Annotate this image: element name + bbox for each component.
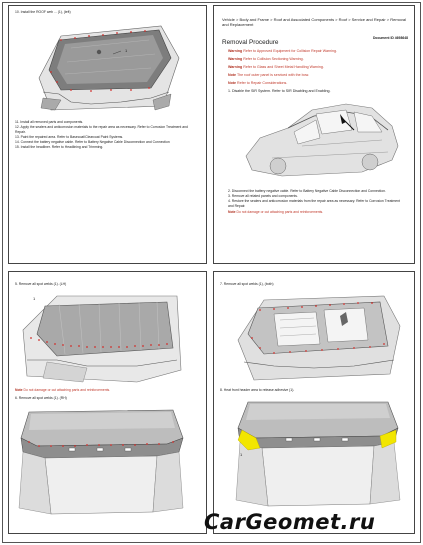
svg-text:1: 1 <box>240 452 243 457</box>
note-label: Note <box>15 388 23 392</box>
page1-steps <box>15 120 188 150</box>
manual-page-3 <box>8 271 207 534</box>
page-title: Removal Procedure <box>222 39 279 46</box>
warning-line <box>228 57 337 62</box>
roof-lh-welds-illustration <box>17 290 185 384</box>
note-line <box>228 73 337 78</box>
note-text: Do not damage or cut attaching parts and reinforcements. <box>236 210 324 214</box>
watermark-logo: CarGeomet.ru <box>204 510 376 534</box>
page3-note <box>15 388 110 393</box>
page1-step-line: 13. Paint the repaired area. Refer to Basecoat/Clearcoat Paint Systems. <box>15 135 124 139</box>
roof-installed-illustration <box>31 18 183 116</box>
page2-step-line: and Repair. <box>228 204 246 208</box>
warning-line <box>228 49 337 54</box>
page2-steps <box>228 189 400 215</box>
note-text: Do not damage or cut attaching parts and reinforcements. <box>23 388 111 392</box>
manual-page-4 <box>213 271 415 534</box>
warning-text: Refer to Glass and Sheet Metal Handling Warning. <box>243 65 324 69</box>
page1-step-line: 14. Connect the battery negative cable. Refer to Battery Negative Cable Disconnection and Connection <box>15 140 170 144</box>
roof-rh-welds-illustration <box>17 404 185 520</box>
warnings-list <box>228 49 337 94</box>
step-10: 10. Install the ROOF web ... (1), (left) <box>15 10 71 14</box>
note-label: Note <box>228 73 236 77</box>
step-5: 5. Remove all spot welds (1). (LH) <box>15 282 67 286</box>
warning-label: Warning <box>228 65 243 69</box>
page1-step-line: Repair. <box>15 130 26 134</box>
warning-text: Refer to Approved Equipment for Collision Repair Warning. <box>243 49 337 53</box>
page1-step-line: 12. Apply the sealers and anticorrosion materials to the repair area as necessary. Refer to Corrosion Treatment and <box>15 125 188 129</box>
manual-page-2 <box>213 5 415 264</box>
warning-label: Warning <box>228 49 243 53</box>
front-header-adhesive-illustration <box>234 396 402 512</box>
page2-step-line: 2. Disconnect the battery negative cable. Refer to Battery Negative Cable Disconnection and Connection. <box>228 189 386 193</box>
svg-text:1: 1 <box>33 296 36 301</box>
breadcrumb <box>222 17 406 28</box>
note-text: The roof outer panel is serviced with the bow. <box>236 73 310 77</box>
warning-line <box>228 65 337 70</box>
page2-step-line: 3. Remove all related panels and components. <box>228 194 298 198</box>
breadcrumb-line: and Replacement <box>222 22 254 28</box>
step-1: 1. Disable the SIR System. Refer to SIR Disabling and Enabling. <box>228 89 331 93</box>
final-note <box>228 210 400 215</box>
note-label: Note <box>228 81 236 85</box>
breadcrumb-line: Vehicle > Body and Frame > Roof and Associated Components > Roof > Service and Repair > Removal <box>222 17 406 22</box>
manual-page-1 <box>8 5 207 264</box>
warning-text: Refer to Collision Sectioning Warning. <box>243 57 304 61</box>
warning-label: Warning <box>228 57 243 61</box>
step-7: 7. Remove all spot welds (1), (both) <box>220 282 274 286</box>
note-text: Refer to Repair Considerations. <box>237 81 288 85</box>
page1-step-line: 15. Install the headliner. Refer to Headlining and Trimming. <box>15 145 104 149</box>
step-8: 8. Heat front header area to release adhesive (1). <box>220 388 295 392</box>
svg-text:1: 1 <box>125 48 128 53</box>
step-6: 6. Remove all spot welds (1). (RH) <box>15 396 67 400</box>
page2-step-line: 4. Restore the sealers and anticorrosion materials from the repair area as necessary. Refer to Corrosion Treatment <box>228 199 400 203</box>
body-structure-illustration <box>242 94 402 182</box>
roof-top-welds-illustration <box>234 290 402 384</box>
note-line <box>228 81 337 86</box>
note-label: Note <box>228 210 236 214</box>
page1-step-line: 11. Install all removed parts and components. <box>15 120 84 124</box>
document-id: Document ID 4698648 <box>372 36 408 40</box>
